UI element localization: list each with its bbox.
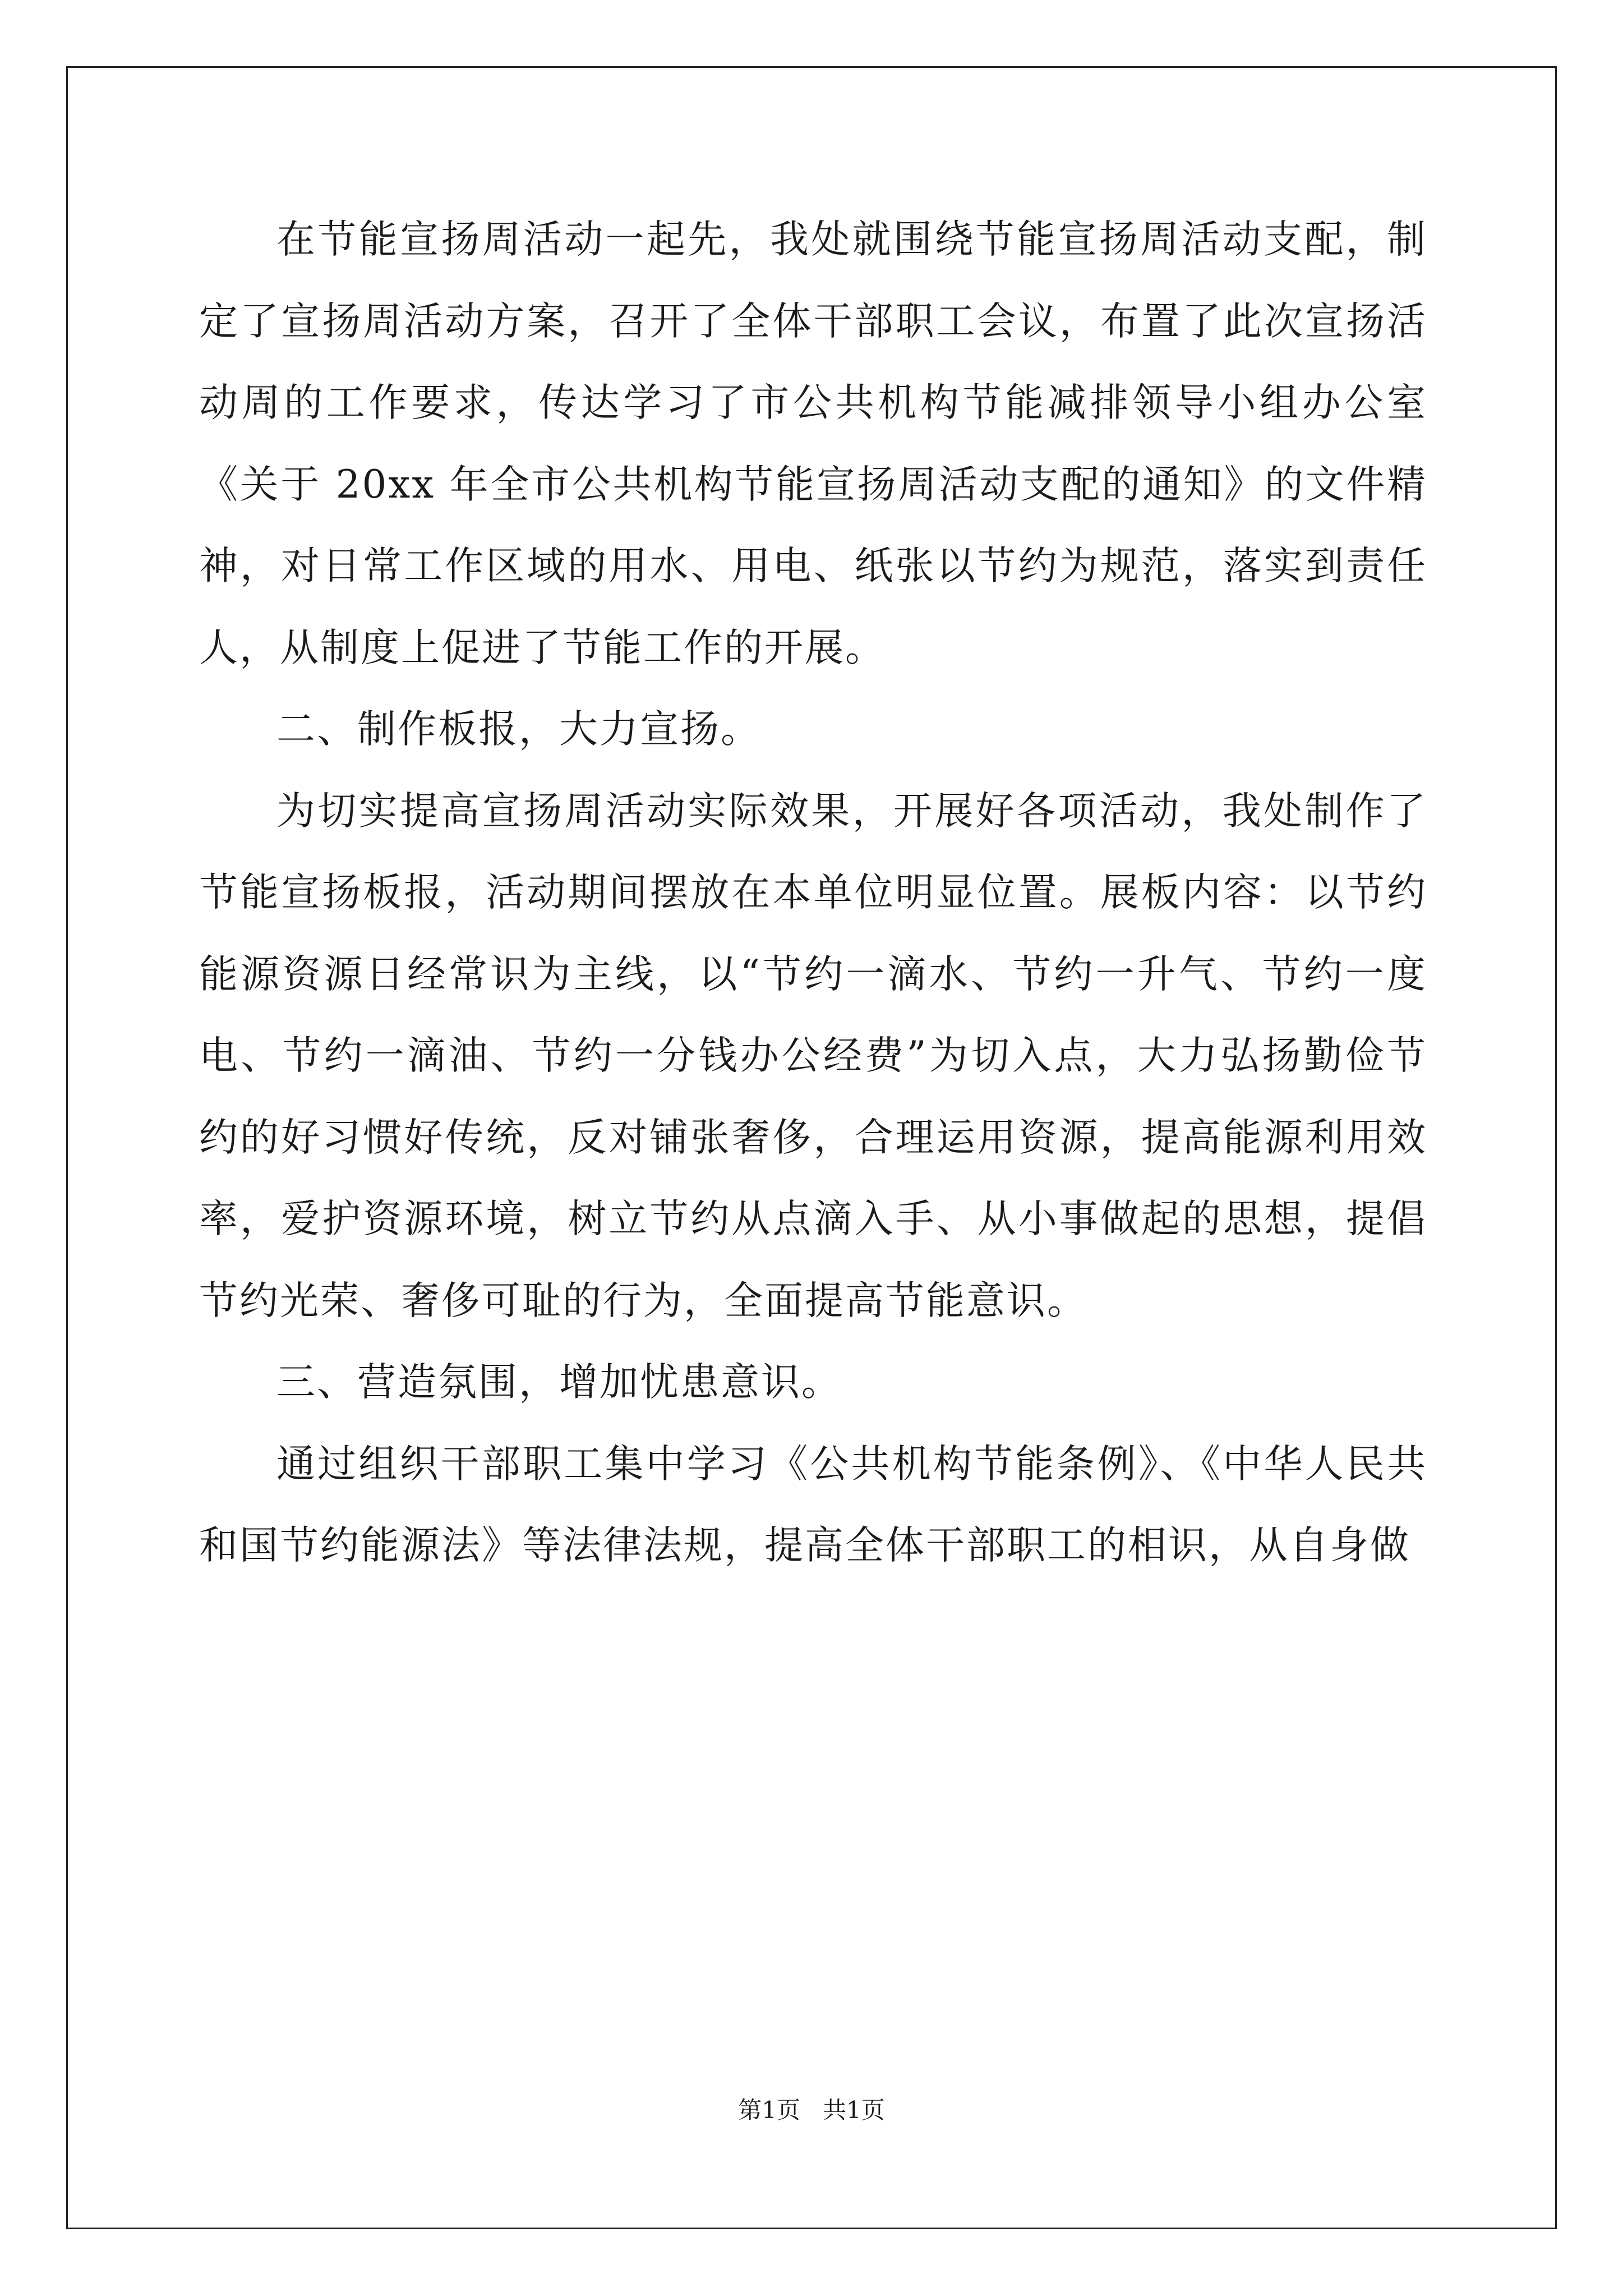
page-number-footer: 第1页 共1页 bbox=[738, 2096, 885, 2124]
paragraph-blackboard-report: 为切实提高宣扬周活动实际效果，开展好各项活动，我处制作了节能宣扬板报，活动期间摆放在本单位明显位置。展板内容：以节约能源资源日经常识为主线，以“节约一滴水、节约一升气、节约一度电、节约一滴油、节约一分钱办公经费”为切入点，大力弘扬勤俭节约的好习惯好传统，反对铺张奢侈，合理运用资源，提高能源利用效率，爱护资源环境，树立节约从点滴入手、从小事做起的思想，提倡节约光荣、奢侈可耻的行为，全面提高节能意识。 bbox=[199, 788, 1427, 1323]
paragraph-study-regulations: 通过组织干部职工集中学习《公共机构节能条例》、《中华人民共和国节约能源法》等法律法规，提高全体干部职工的相识，从自身做 bbox=[199, 1441, 1427, 1568]
heading-section-three: 三、营造氛围，增加忧患意识。 bbox=[276, 1360, 842, 1405]
heading-section-two: 二、制作板报，大力宣扬。 bbox=[276, 707, 761, 752]
document-body bbox=[199, 199, 1427, 1587]
paragraph-activity-intro: 在节能宣扬周活动一起先，我处就围绕节能宣扬周活动支配，制定了宣扬周活动方案，召开了全体干部职工会议，布置了此次宣扬活动周的工作要求，传达学习了市公共机构节能减排领导小组办公室《关于 20xx 年全市公共机构节能宣扬周活动支配的通知》的文件精神，对日常工作区域的用水、用电、纸张以节约为规范，落实到责任人，从制度上促进了节能工作的开展。 bbox=[199, 217, 1427, 670]
